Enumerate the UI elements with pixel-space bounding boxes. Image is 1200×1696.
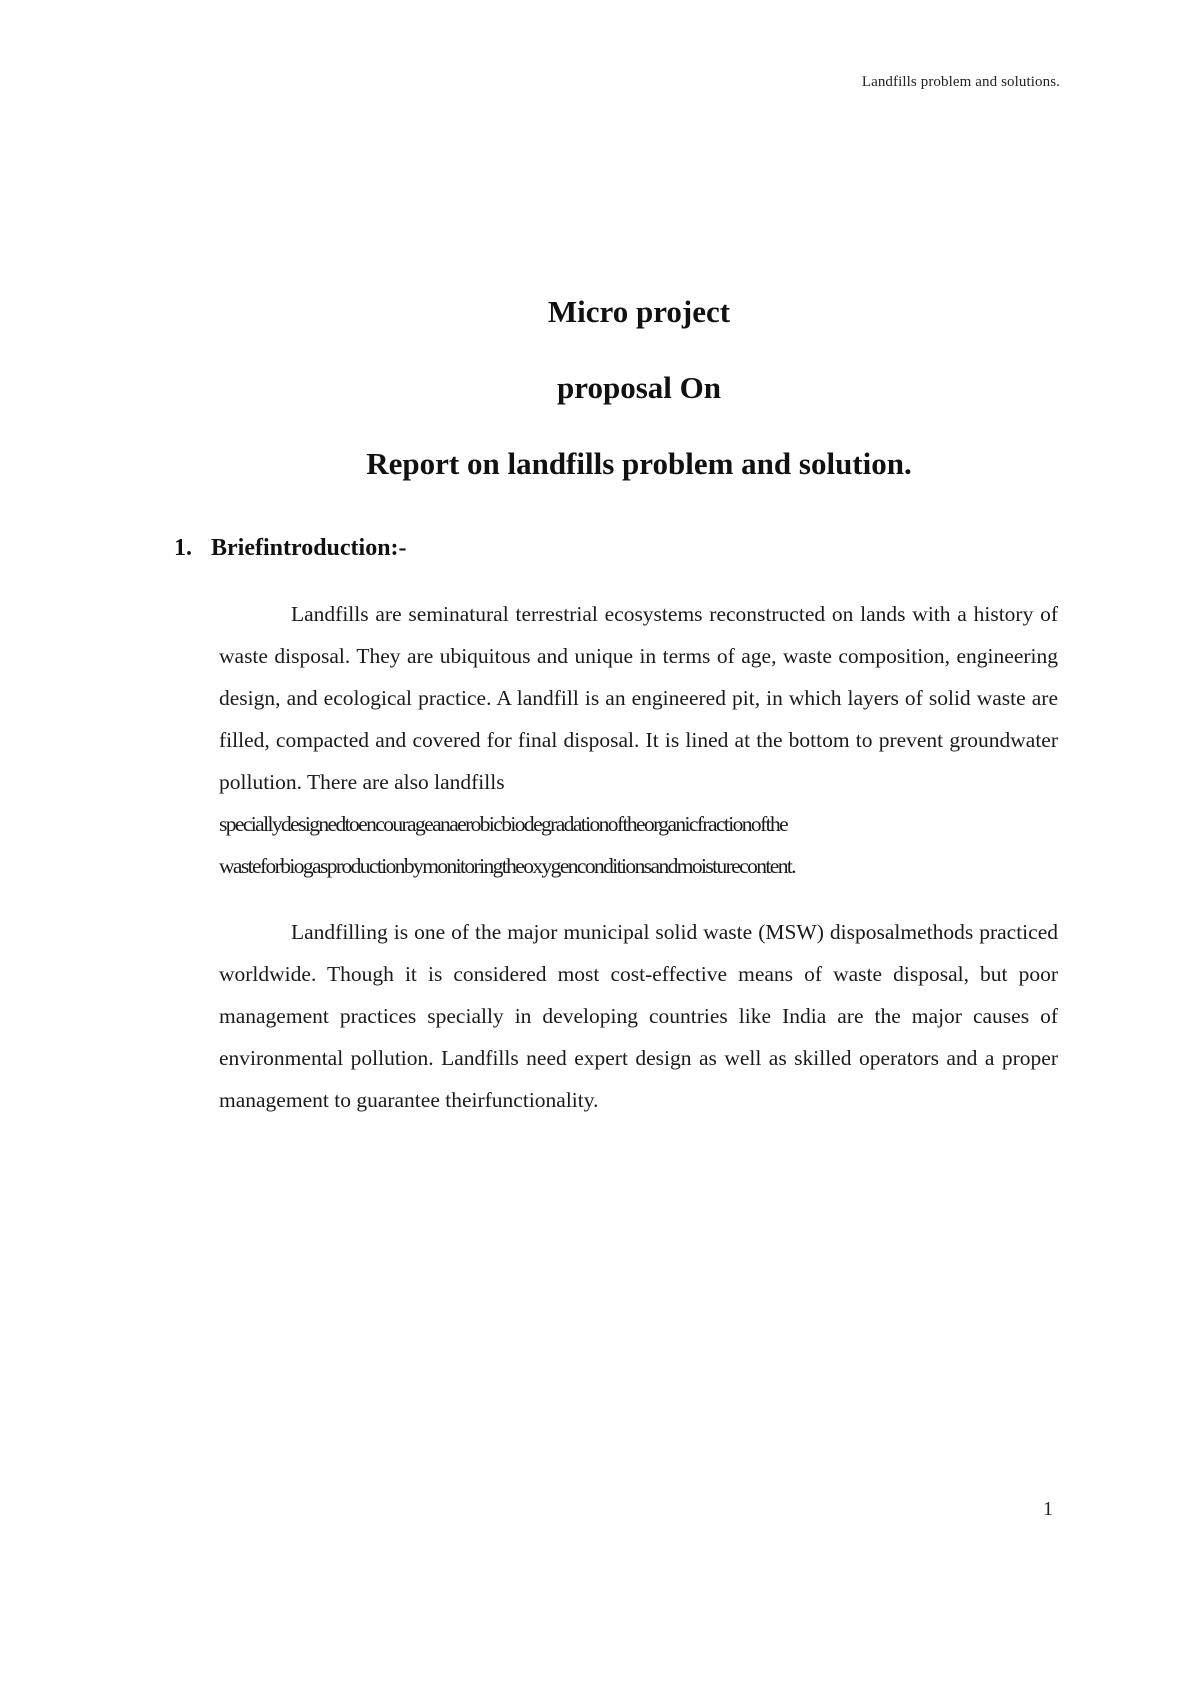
paragraph-1-line-7: speciallydesignedtoencourageanaerobicbiodegradationoftheorganicfractionofthe <box>219 812 788 836</box>
paragraph-2 <box>219 911 1058 1121</box>
section-number: 1. <box>174 535 192 561</box>
title-line-3: Report on landfills problem and solution. <box>366 446 912 481</box>
section-heading-text: Briefintroduction:- <box>211 535 407 561</box>
paragraph-1 <box>219 593 1058 887</box>
running-header: Landfills problem and solutions. <box>861 74 1060 90</box>
title-block <box>0 296 1200 480</box>
title-line-1: Micro project <box>547 294 731 329</box>
paragraph-1-text: Landfills are seminatural terrestrial ecosystems reconstructed on lands with a history of waste disposal. They are ubiquitous and unique in terms of age, waste composition, engineering design, and ecological practice. A landfill is an engineered pit, in which layers of solid waste are filled, compacted and covered for final disposal. It is lined at the bottom to prevent groundwater pollution. There are also landfills <box>219 602 1058 794</box>
section-heading <box>174 535 407 562</box>
page-number: 1 <box>1043 1498 1053 1520</box>
paragraph-2-text: Landfilling is one of the major municipal solid waste (MSW) disposalmethods practiced worldwide. Though it is considered most cost-effective means of waste disposal, but poor management practices specially in developing countries like India are the major causes of environmental pollution. Landfills need expert design as well as skilled operators and a proper management to guarantee theirfunctionality. <box>219 920 1058 1112</box>
title-line-2: proposal On <box>557 370 721 405</box>
paragraph-1-line-8: wasteforbiogasproductionbymonitoringtheoxygenconditionsandmoisturecontent. <box>219 854 796 878</box>
